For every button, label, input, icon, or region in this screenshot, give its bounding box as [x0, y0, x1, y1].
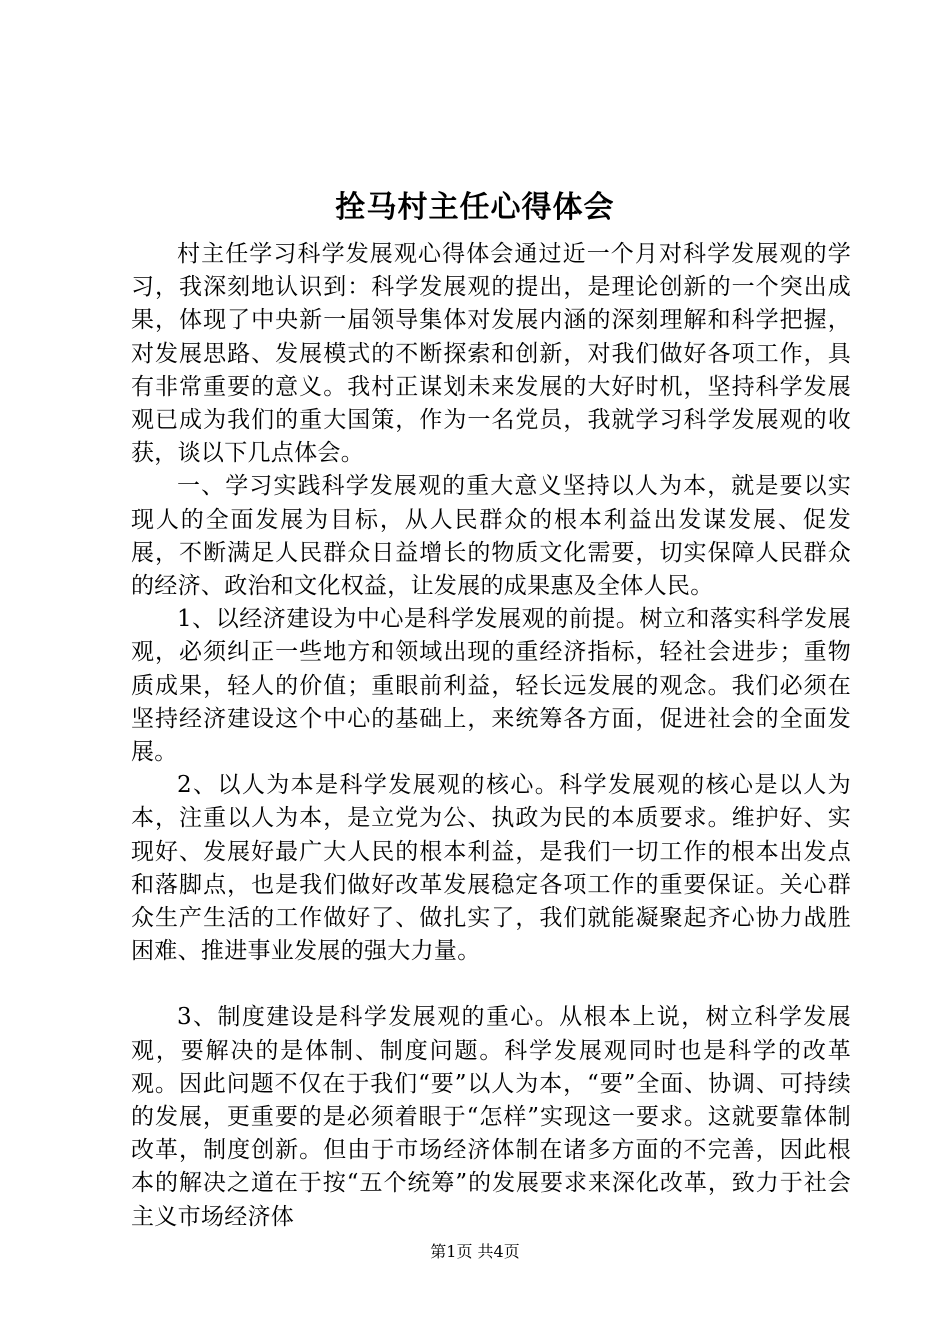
page-number-footer: 第1页 共4页 — [430, 1242, 520, 1261]
paragraph-point-2: 2、以人为本是科学发展观的核心。科学发展观的核心是以人为本，注重以人为本，是立党为公、执政为民的本质要求。维护好、实现好、发展好最广大人民的根本利益，是我们一切工作的根本出发点和落脚点，也是我们做好改革发展稳定各项工作的重要保证。关心群众生产生活的工作做好了、做扎实了，我们就能凝聚起齐心协力战胜困难、推进事业发展的强大力量。 — [131, 772, 851, 965]
paragraph-point-1: 1、以经济建设为中心是科学发展观的前提。树立和落实科学发展观，必须纠正一些地方和领域出现的重经济指标，轻社会进步；重物质成果，轻人的价值；重眼前利益，轻长远发展的观念。我们必须在坚持经济建设这个中心的基础上，来统筹各方面，促进社会的全面发展。 — [131, 606, 851, 766]
document-title: 拴马村主任心得体会 — [335, 190, 615, 225]
paragraph-point-3: 3、制度建设是科学发展观的重心。从根本上说，树立科学发展观，要解决的是体制、制度问题。科学发展观同时也是科学的改革观。因此问题不仅在于我们“要”以人为本，“要”全面、协调、可持续的发展，更重要的是必须着眼于“怎样”实现这一要求。这就要靠体制改革，制度创新。但由于市场经济体制在诸多方面的不完善，因此根本的解决之道在于按“五个统筹”的发展要求来深化改革，致力于社会主义市场经济体 — [131, 1004, 851, 1230]
paragraph-spacer — [131, 968, 851, 1001]
paragraph-intro: 村主任学习科学发展观心得体会通过近一个月对科学发展观的学习，我深刻地认识到：科学发展观的提出，是理论创新的一个突出成果，体现了中央新一届领导集体对发展内涵的深刻理解和科学把握，对发展思路、发展模式的不断探索和创新，对我们做好各项工作，具有非常重要的意义。我村正谋划未来发展的大好时机，坚持科学发展观已成为我们的重大国策，作为一名党员，我就学习科学发展观的收获，谈以下几点体会。 — [131, 241, 851, 467]
document-body — [131, 238, 851, 1234]
paragraph-section-one: 一、学习实践科学发展观的重大意义坚持以人为本，就是要以实现人的全面发展为目标，从人民群众的根本利益出发谋发展、促发展，不断满足人民群众日益增长的物质文化需要，切实保障人民群众的经济、政治和文化权益，让发展的成果惠及全体人民。 — [131, 473, 851, 600]
